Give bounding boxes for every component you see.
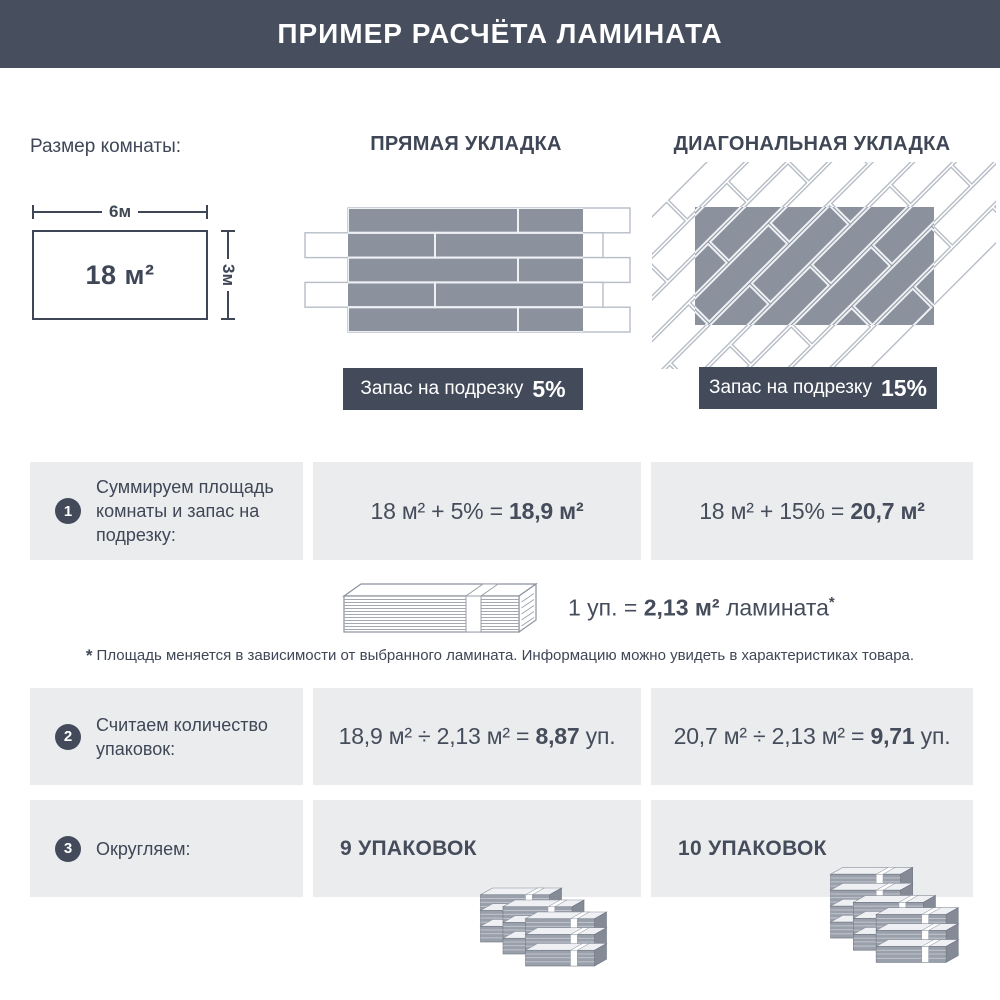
formula-straight: 18,9 м² ÷ 2,13 м² = 8,87 уп. <box>338 723 616 749</box>
step-1-diagonal-cell <box>651 462 973 560</box>
straight-trim-badge <box>343 368 583 410</box>
room-area-value: 18 м² <box>85 259 155 290</box>
step-label: Округляем: <box>96 838 191 859</box>
diagonal-pattern-figure <box>652 162 996 369</box>
dimension-line <box>34 211 102 213</box>
room-width-value: 6м <box>108 202 132 221</box>
footnote: * Площадь меняется в зависимости от выбранного ламината. Информацию можно увидеть в характеристиках товара. <box>85 646 915 665</box>
trim-badge-value: 15% <box>880 374 928 401</box>
formula-diagonal: 18 м² + 15% = 20,7 м² <box>699 497 925 524</box>
straight-column-title: ПРЯМАЯ УКЛАДКА <box>370 133 562 155</box>
dimension-line <box>227 232 229 259</box>
step-number-badge: 1 <box>55 498 81 524</box>
step-1-straight-cell <box>313 462 641 560</box>
packs-stack-diagonal <box>826 856 978 970</box>
diagonal-trim-badge <box>699 367 937 409</box>
page-title: ПРИМЕР РАСЧЁТА ЛАМИНАТА <box>277 18 723 49</box>
laminate-pack-figure <box>340 580 560 638</box>
step-2-straight-cell <box>313 688 641 785</box>
step-3-label-cell <box>30 800 303 897</box>
packs-result-diagonal: 10 УПАКОВОК <box>678 836 827 860</box>
step-2-diagonal-cell <box>651 688 973 785</box>
dimension-line <box>227 291 229 318</box>
step-label: Суммируем площадь комнаты и запас на подрезку: <box>96 477 274 545</box>
room-height-dimension <box>219 230 237 320</box>
dimension-line <box>138 211 206 213</box>
dimension-tick <box>221 318 235 320</box>
step-row-2 <box>30 688 973 785</box>
step-label: Считаем количество упаковок: <box>96 714 268 759</box>
formula-diagonal: 20,7 м² ÷ 2,13 м² = 9,71 уп. <box>673 723 951 749</box>
diagonal-column-title: ДИАГОНАЛЬНАЯ УКЛАДКА <box>673 133 951 155</box>
asterisk-mark: * <box>85 646 93 665</box>
trim-badge-label: Запас на подрезку <box>360 378 524 399</box>
packs-result-straight: 9 УПАКОВОК <box>340 836 477 860</box>
pack-size-note: 1 уп. = 2,13 м² ламината* <box>568 594 835 621</box>
room-diagram <box>32 230 208 320</box>
header-bar <box>0 0 1000 68</box>
asterisk-mark: * <box>828 594 835 611</box>
formula-straight: 18 м² + 5% = 18,9 м² <box>370 497 584 524</box>
step-number-badge: 2 <box>55 724 81 750</box>
room-size-label: Размер комнаты: <box>30 136 182 157</box>
trim-badge-value: 5% <box>532 375 566 402</box>
room-height-value: 3м <box>219 263 238 287</box>
step-2-label-cell <box>30 688 303 785</box>
step-number-badge: 3 <box>55 836 81 862</box>
step-row-1 <box>30 462 973 560</box>
straight-pattern-figure <box>300 203 632 343</box>
trim-badge-label: Запас на подрезку <box>708 377 872 398</box>
packs-stack-straight <box>476 876 626 975</box>
step-1-label-cell <box>30 462 303 560</box>
room-width-dimension <box>32 204 208 220</box>
dimension-tick <box>206 205 208 219</box>
